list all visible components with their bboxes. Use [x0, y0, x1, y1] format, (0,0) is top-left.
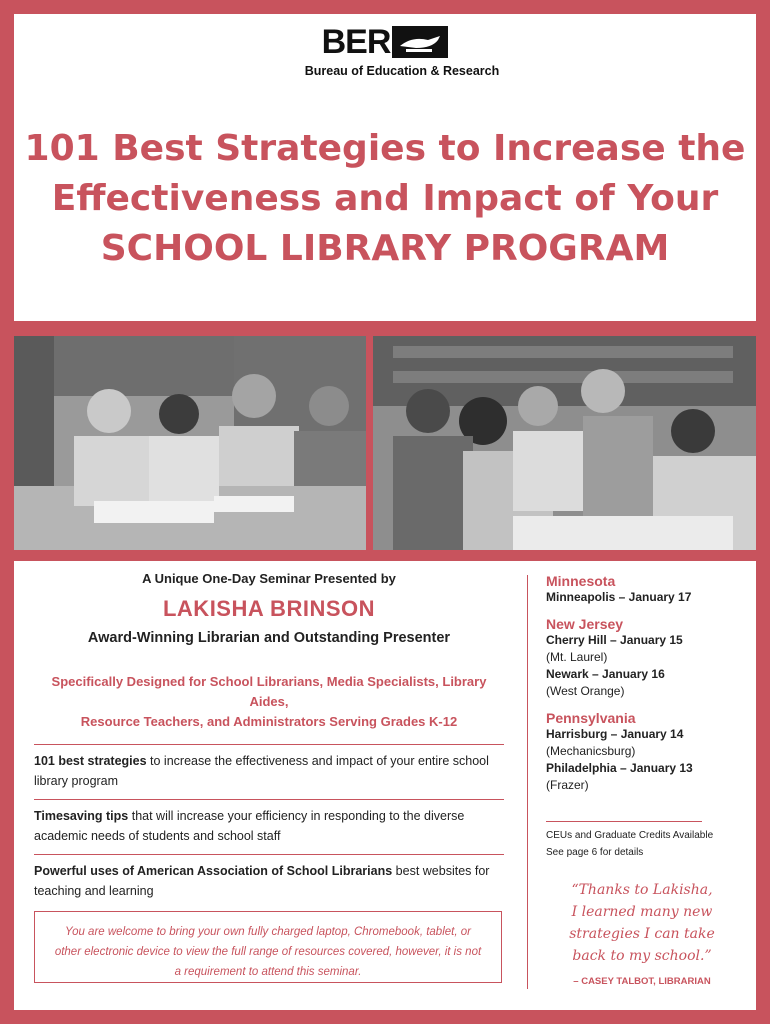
event-venue: (Frazer): [546, 778, 589, 792]
ceu-divider: [546, 821, 702, 822]
lamp-icon: [392, 26, 448, 58]
device-note: You are welcome to bring your own fully charged laptop, Chromebook, tablet, or other electronic device to view the full range of resources covered, however, it is not a requirement to attend this seminar.: [34, 911, 502, 983]
benefit-item: [34, 854, 504, 909]
audience-line-1: Specifically Designed for School Librarians, Media Specialists, Library Aides,: [51, 674, 487, 709]
presenter-title: Award-Winning Librarian and Outstanding Presenter: [87, 630, 451, 646]
logo-tagline: Bureau of Education & Research: [304, 64, 500, 78]
state-heading: New Jersey: [546, 616, 624, 632]
quote-line-1: “Thanks to Lakisha,: [571, 882, 713, 898]
audience-statement: [34, 672, 504, 732]
title-line-3: SCHOOL LIBRARY PROGRAM: [100, 228, 670, 269]
event-venue: (Mt. Laurel): [546, 650, 608, 664]
quote-line-4: back to my school.”: [572, 948, 712, 964]
testimonial-author: – CASEY TALBOT, LIBRARIAN: [573, 976, 711, 987]
quote-line-2: I learned many new: [571, 904, 713, 920]
ceu-info: [546, 827, 713, 861]
benefit-bold: 101 best strategies: [34, 754, 147, 768]
locations-list: [546, 573, 746, 794]
title-line-2: Effectiveness and Impact of Your: [51, 178, 719, 219]
ber-logo: [14, 24, 756, 78]
content-panel: [14, 561, 756, 1010]
event-city-date: Philadelphia – January 13: [546, 761, 693, 775]
event-venue: (West Orange): [546, 684, 625, 698]
audience-line-2: Resource Teachers, and Administrators Serving Grades K-12: [80, 714, 458, 729]
benefit-bold: Timesaving tips: [34, 809, 129, 823]
page-title: [14, 124, 756, 274]
benefit-bold: Powerful uses of American Association of School Librarians: [34, 864, 393, 878]
presenter-name: LAKISHA BRINSON: [162, 596, 376, 621]
benefits-list: [34, 744, 504, 909]
title-line-1: 101 Best Strategies to Increase the: [24, 128, 746, 169]
event-city-date: Cherry Hill – January 15: [546, 633, 683, 647]
column-divider: [527, 575, 528, 989]
quote-line-3: strategies I can take: [569, 926, 715, 942]
header-panel: [14, 14, 756, 321]
benefit-item: [34, 799, 504, 854]
logo-letters: BER: [321, 23, 391, 61]
presented-by-text: A Unique One-Day Seminar Presented by: [142, 571, 396, 586]
photo-children-reading: [14, 336, 366, 550]
benefit-item: [34, 744, 504, 799]
event-city-date: Newark – January 16: [546, 667, 665, 681]
testimonial-quote: [542, 879, 742, 967]
photo-students-at-table: [373, 336, 756, 550]
event-city-date: Harrisburg – January 14: [546, 727, 684, 741]
benefit-text: that will increase your efficiency in responding to the diverse academic needs of students and school staff: [34, 809, 465, 843]
state-heading: Pennsylvania: [546, 710, 636, 726]
ceu-line-2: See page 6 for details: [546, 847, 644, 858]
benefit-text: to increase the effectiveness and impact of your entire school library program: [34, 754, 489, 788]
event-venue: (Mechanicsburg): [546, 744, 636, 758]
ceu-line-1: CEUs and Graduate Credits Available: [546, 830, 714, 841]
state-heading: Minnesota: [546, 573, 616, 589]
event-city-date: Minneapolis – January 17: [546, 590, 692, 604]
seminar-details: [34, 561, 504, 909]
benefit-text: best websites for teaching and learning: [34, 864, 490, 898]
